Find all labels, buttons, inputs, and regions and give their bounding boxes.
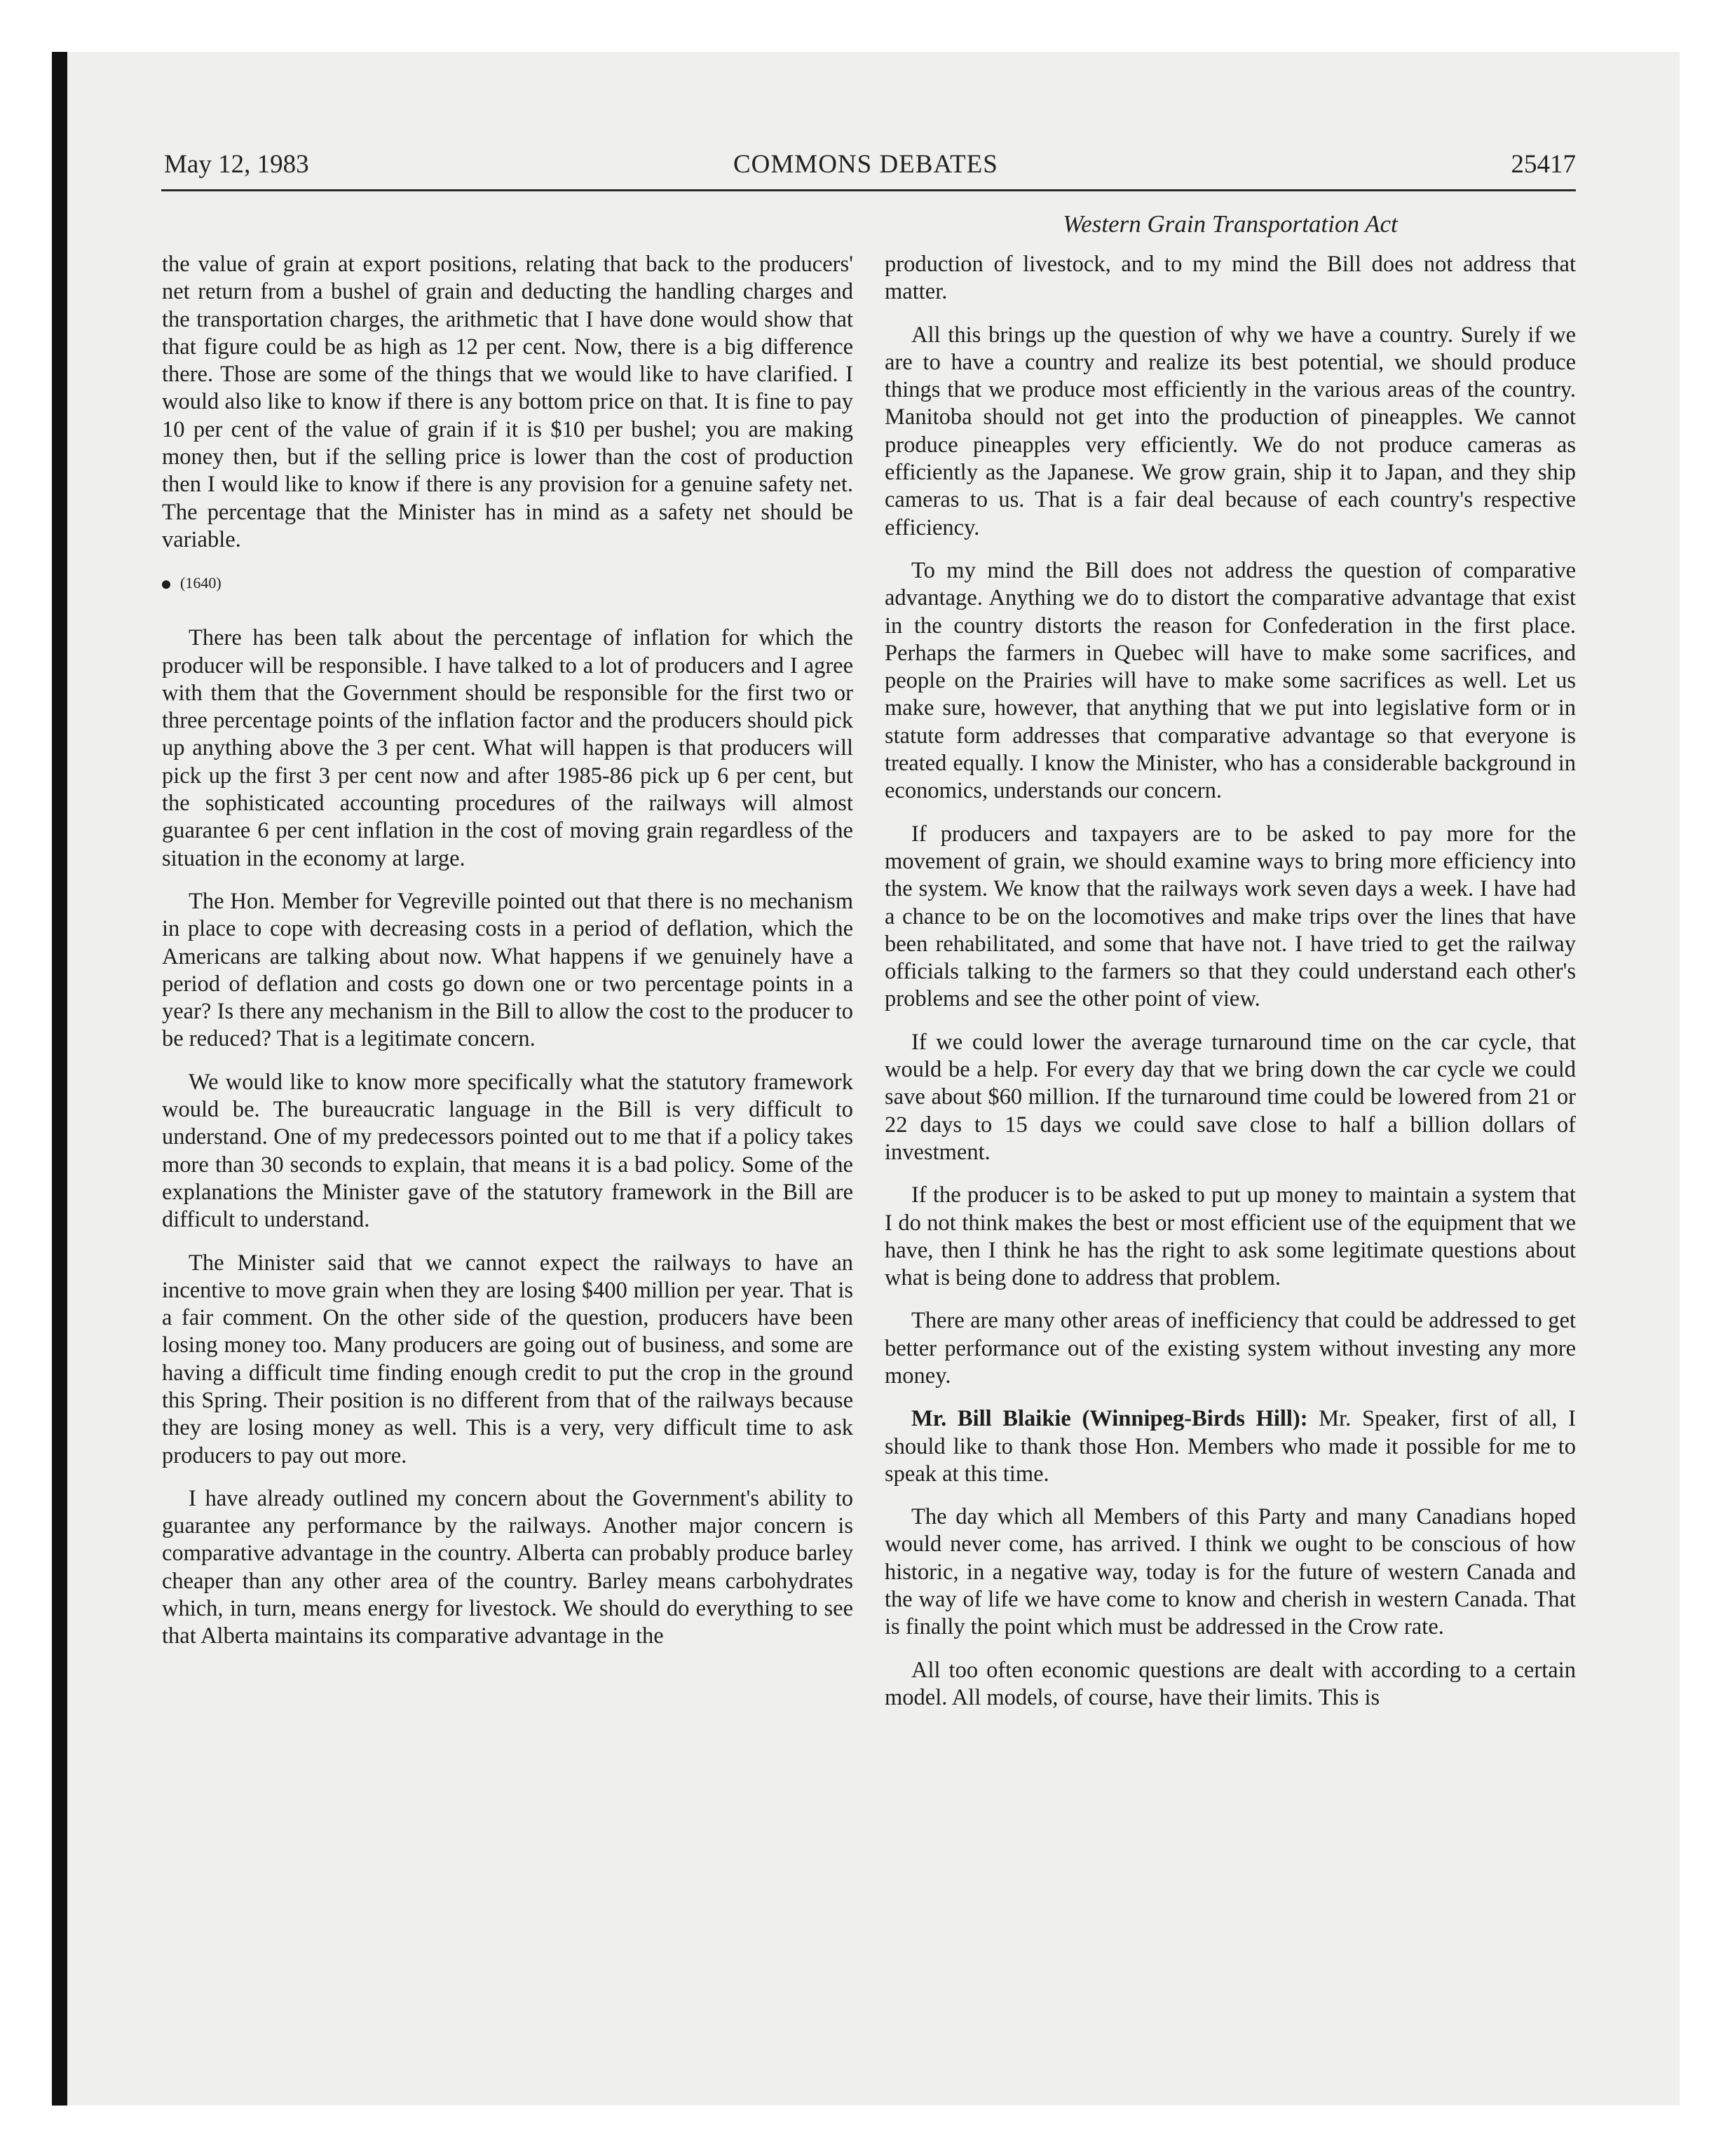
- paragraph: All too often economic questions are dealt with according to a certain model. All models, of course, have their limits. This is: [885, 1657, 1576, 1710]
- header-rule: [161, 189, 1576, 191]
- time-marker: [162, 569, 853, 596]
- paragraph: The Hon. Member for Vegreville pointed out that there is no mechanism in place to cope with decreasing costs in a period of deflation, which the Americans are talking about now. What happens if we genuinely have a period of deflation and costs go down one or two percentage points in a year? Is there any mechanism in the Bill to allow the cost to the producer to be reduced? That is a legitimate concern.: [162, 888, 853, 1052]
- paragraph: If the producer is to be asked to put up money to maintain a system that I do not think makes the best or most efficient use of the equipment that we have, then I think he has the right to ask some legitimate questions about what is being done to address that problem.: [885, 1182, 1576, 1291]
- paragraph: We would like to know more specifically what the statutory framework would be. The bureaucratic language in the Bill is very difficult to understand. One of my predecessors pointed out to me that if a policy takes more than 30 seconds to explain, that means it is a bad policy. Some of the explanations the Minister gave of the statutory framework in the Bill are difficult to understand.: [162, 1069, 853, 1233]
- speaker-name: Mr. Bill Blaikie (Winnipeg-Birds Hill):: [911, 1406, 1308, 1432]
- paragraph: I have already outlined my concern about the Government's ability to guarantee any performance by the railways. Another major concern is comparative advantage in the country. Alberta can probably produce barley cheaper than any other area of the country. Barley means carbohydrates which, in turn, means energy for livestock. We should do everything to see that Alberta maintains its comparative advantage in the: [162, 1485, 853, 1649]
- paragraph: production of livestock, and to my mind the Bill does not address that matter.: [885, 252, 1576, 305]
- paragraph: If producers and taxpayers are to be asked to pay more for the movement of grain, we should examine ways to bring more efficiency into the system. We know that the railways work seven days a week. I have had a chance to be on the locomotives and make trips over the lines that have been rehabilitated, and some that have not. I have tried to get the railway officials talking to the farmers so that they could understand each other's problems and see the other point of view.: [885, 821, 1576, 1012]
- header-date: May 12, 1983: [164, 150, 309, 179]
- time-marker-label: (1640): [180, 574, 222, 592]
- paragraph: The Minister said that we cannot expect the railways to have an incentive to move grain when they are losing $400 million per year. That is a fair comment. On the other side of the question, producers have been losing money too. Many producers are going out of business, and some are having a difficult time finding enough credit to put the crop in the ground this Spring. Their position is no different from that of the railways because they are losing money as well. This is a very, very difficult time to ask producers to pay out more.: [162, 1250, 853, 1468]
- paragraph: There are many other areas of inefficiency that could be addressed to get better performance out of the existing system without investing any more money.: [885, 1308, 1576, 1389]
- header-page-number: 25417: [1511, 150, 1576, 179]
- paragraph: All this brings up the question of why we have a country. Surely if we are to have a country and realize its best potential, we should produce things that we produce most efficiently in the various areas of the country. Manitoba should not get into the production of pineapples. We cannot produce pineapples very efficiently. We do not produce cameras as efficiently as the Japanese. We grow grain, ship it to Japan, and they ship cameras to us. That is a fair deal because of each country's respective efficiency.: [885, 322, 1576, 540]
- paragraph: The day which all Members of this Party and many Canadians hoped would never come, has arrived. I think we ought to be conscious of how historic, in a negative way, today is for the future of western Canada and the way of life we have come to know and cherish in western Canada. That is finally the point which must be addressed in the Crow rate.: [885, 1504, 1576, 1640]
- right-column: [885, 251, 1576, 1727]
- paragraph: the value of grain at export positions, relating that back to the producers' net return from a bushel of grain and deducting the handling charges and the transportation charges, the arithmetic that I have done would show that that figure could be as high as 12 per cent. Now, there is a big difference there. Those are some of the things that we would like to have clarified. I would also like to know if there is any bottom price on that. It is fine to pay 10 per cent of the value of grain if it is $10 per bushel; you are making money then, but if the selling price is lower than the cost of production then I would like to know if there is any provision for a genuine safety net. The percentage that the Minister has in mind as a safety net should be variable.: [162, 252, 853, 552]
- header-publication: COMMONS DEBATES: [733, 150, 998, 179]
- speaker-text: Mr. Speaker, first of all, I should like to thank those Hon. Members who made it possible for me to speak at this time.: [885, 1406, 1576, 1487]
- paragraph: There has been talk about the percentage of inflation for which the producer will be responsible. I have talked to a lot of producers and I agree with them that the Government should be responsible for the first two or three percentage points of the inflation factor and the producers should pick up anything above the 3 per cent. What will happen is that producers will pick up the first 3 per cent now and after 1985-86 pick up 6 per cent, but the sophisticated accounting procedures of the railways will almost guarantee 6 per cent inflation in the cost of moving grain regardless of the situation in the economy at large.: [162, 625, 853, 871]
- paragraph: To my mind the Bill does not address the question of comparative advantage. Anything we do to distort the comparative advantage that exist in the country distorts the reason for Confederation in the first place. Perhaps the farmers in Quebec will have to make some sacrifices, and people on the Prairies will have to make some sacrifices as well. Let us make sure, however, that anything that we put into legislative form or in statute form addresses that comparative advantage so that everyone is treated equally. I know the Minister, who has a considerable background in economics, understands our concern.: [885, 557, 1576, 804]
- left-column: [162, 251, 853, 1666]
- scan-border: [52, 52, 67, 2106]
- paragraph: If we could lower the average turnaround time on the car cycle, that would be a help. For every day that we bring down the car cycle we could save about $60 million. If the turnaround time could be lowered from 21 or 22 days to 15 days we could save close to half a billion dollars of investment.: [885, 1029, 1576, 1165]
- bullet-icon: [162, 580, 170, 589]
- running-subject-title: Western Grain Transportation Act: [1063, 210, 1398, 238]
- speaker-paragraph: [885, 1405, 1576, 1488]
